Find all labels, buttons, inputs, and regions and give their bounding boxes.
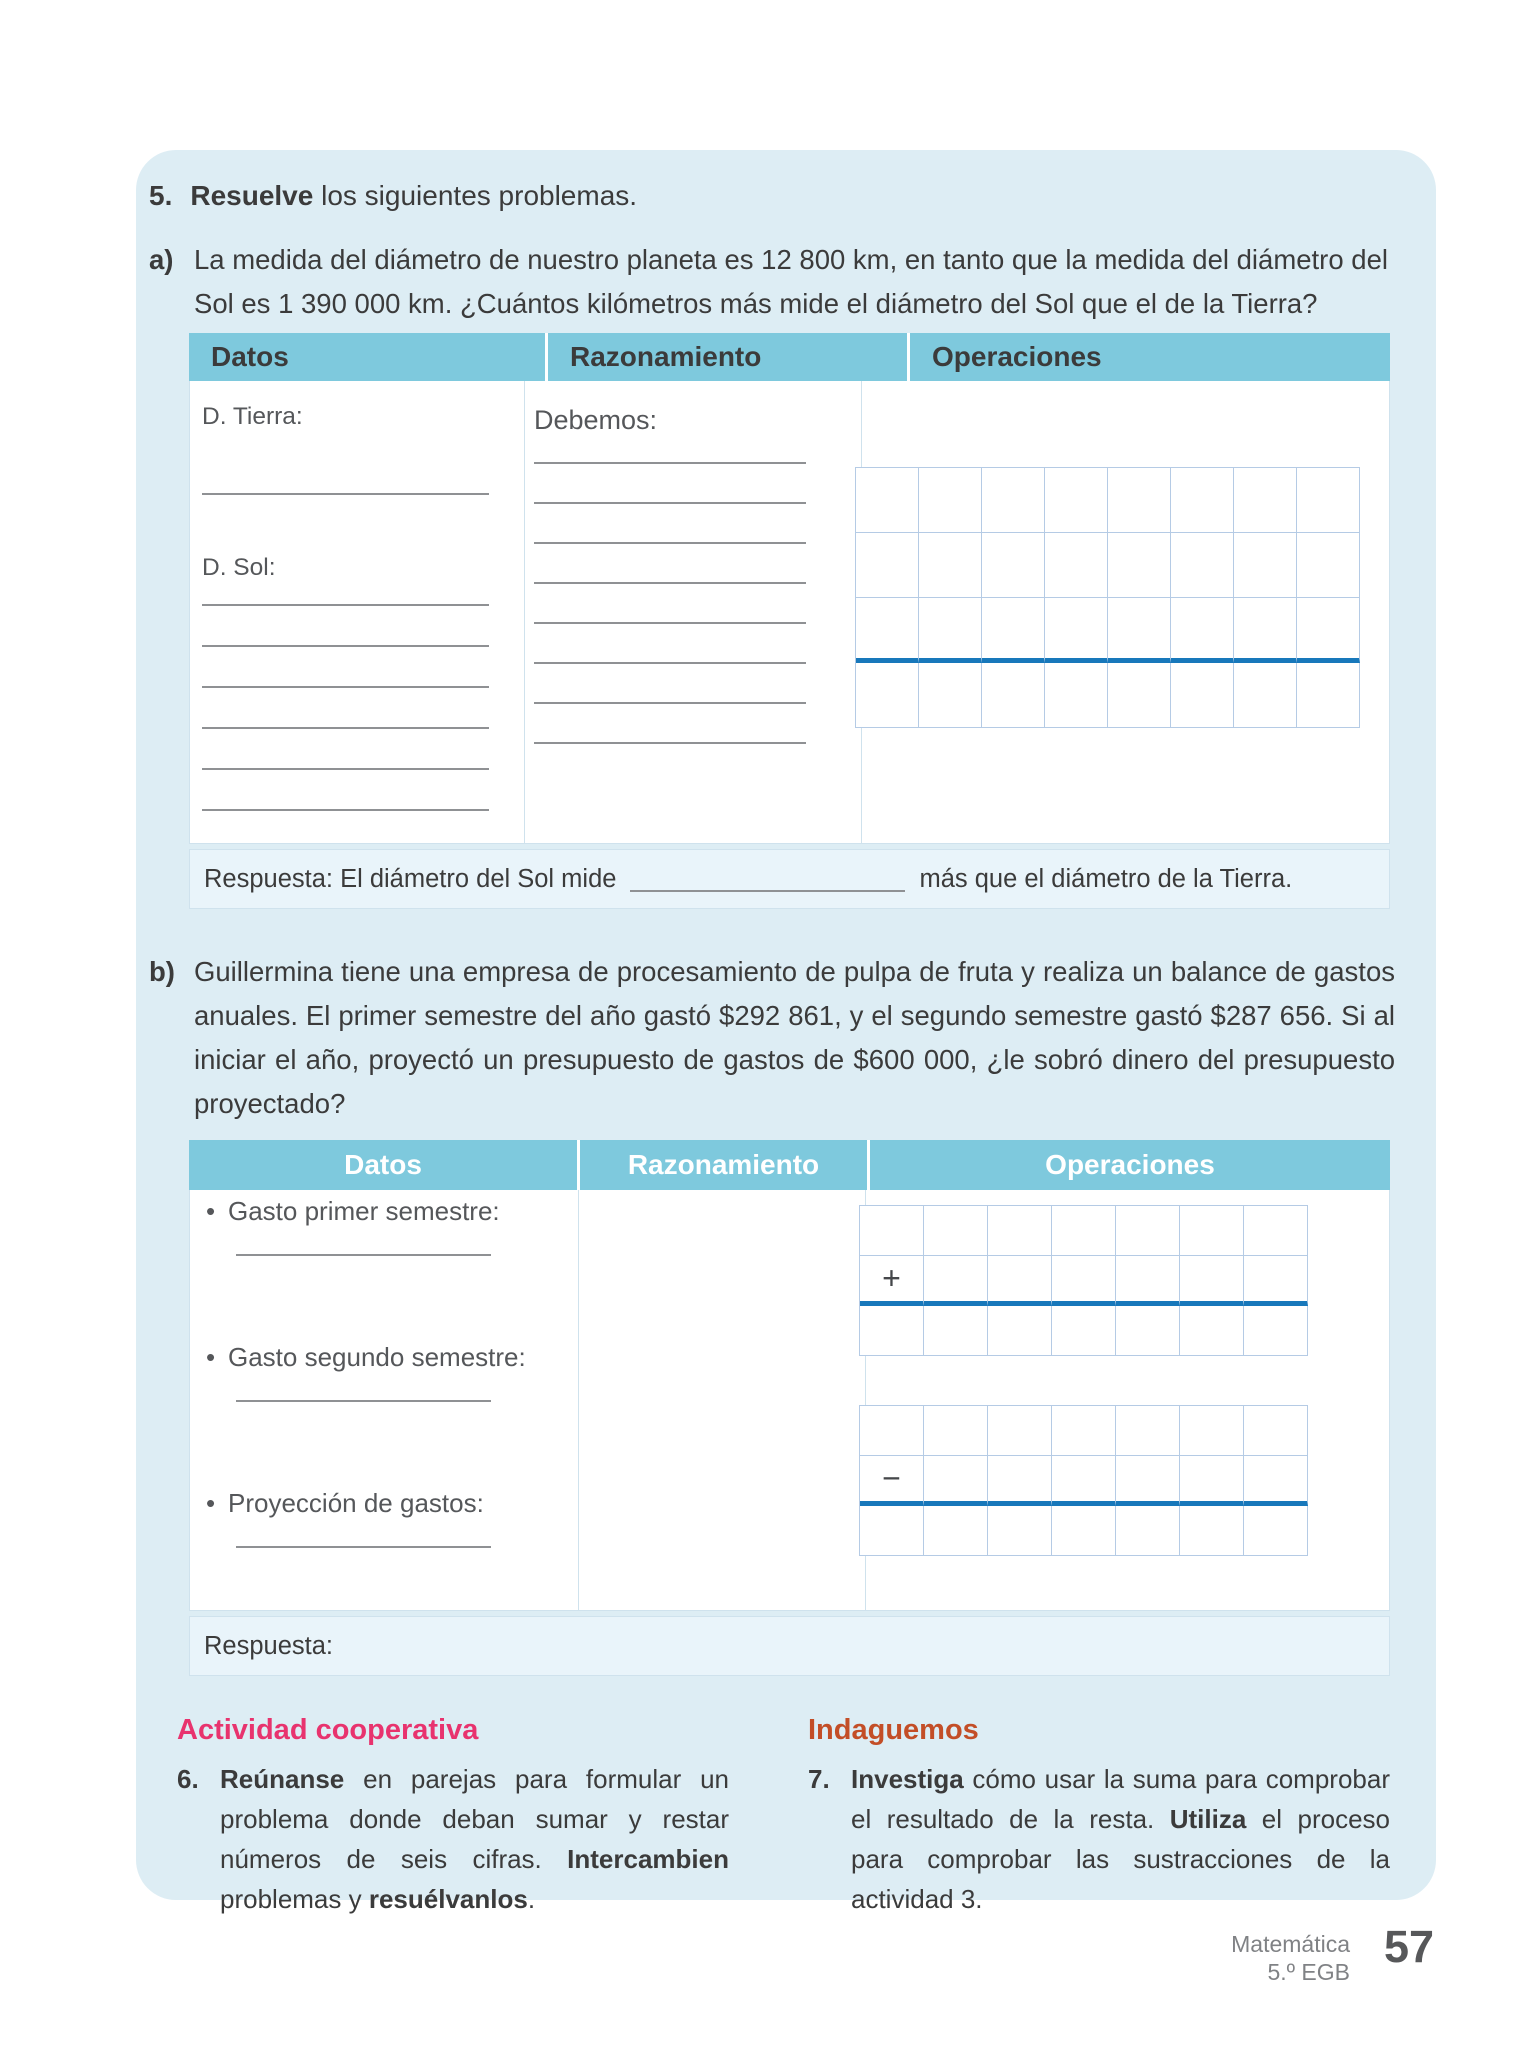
- grid-cell: [1171, 533, 1234, 598]
- table-b-col-datos: [190, 1190, 578, 1610]
- grid-cell: [924, 1456, 988, 1506]
- inquiry-heading: Indaguemos: [808, 1714, 979, 1746]
- grid-cell: [1244, 1206, 1308, 1256]
- grid-cell: [1180, 1256, 1244, 1306]
- solution-table-b: [189, 1140, 1390, 1676]
- bullet-icon: •: [206, 1488, 216, 1518]
- grid-cell: [1180, 1456, 1244, 1506]
- bullet-icon: •: [206, 1196, 216, 1226]
- grid-cell: [856, 663, 919, 728]
- grid-cell: [1244, 1406, 1308, 1456]
- write-line: [534, 662, 806, 664]
- exercise-verb: Resuelve: [190, 180, 314, 211]
- grid-cell: [1116, 1456, 1180, 1506]
- grid-cell: [1052, 1306, 1116, 1356]
- grid-cell: [1045, 533, 1108, 598]
- write-line: [202, 645, 489, 647]
- table-a-respuesta-row: [189, 849, 1390, 909]
- exercise-7-segment: cómo usar la suma para comprobar el resultado de la resta.: [851, 1764, 1390, 1834]
- grid-cell: [1052, 1256, 1116, 1306]
- exercise-5-title: [149, 180, 637, 212]
- datos-label-tierra: D. Tierra:: [202, 403, 303, 430]
- exercise-6-segment: en parejas para formular un problema donde deban sumar y restar números de seis cifras.: [220, 1764, 729, 1874]
- write-line: [534, 502, 806, 504]
- grid-cell: [1180, 1306, 1244, 1356]
- grid-cell: [1234, 468, 1297, 533]
- grid-cell: [1234, 598, 1297, 663]
- solution-table-a: [189, 333, 1390, 909]
- exercise-6-segment: .: [527, 1884, 536, 1914]
- footer-subject: Matemática: [1231, 1931, 1350, 1957]
- grid-cell: [856, 468, 919, 533]
- exercise-7: [808, 1759, 1390, 1919]
- grid-cell: [1297, 663, 1360, 728]
- exercise-6-segment: problemas y: [220, 1884, 369, 1914]
- grid-cell: [1297, 598, 1360, 663]
- grid-cell: [919, 533, 982, 598]
- write-line: [202, 727, 489, 729]
- table-a-header-datos: Datos: [211, 341, 289, 372]
- respuesta-suffix: más que el diámetro de la Tierra.: [919, 864, 1293, 893]
- write-line: [534, 622, 806, 624]
- table-b-header: [189, 1140, 1390, 1190]
- grid-cell: [1171, 598, 1234, 663]
- respuesta-label: Respuesta:: [204, 1631, 333, 1660]
- exercise-6: [177, 1759, 729, 1919]
- grid-cell: [1234, 533, 1297, 598]
- bullet-icon: •: [206, 1342, 216, 1372]
- grid-cell: [1116, 1506, 1180, 1556]
- write-line: [534, 742, 806, 744]
- grid-cell: [1234, 663, 1297, 728]
- write-line: [534, 582, 806, 584]
- table-a-header-razonamiento: Razonamiento: [545, 333, 907, 381]
- grid-cell: [982, 663, 1045, 728]
- grid-cell: [919, 598, 982, 663]
- grid-cell: [988, 1406, 1052, 1456]
- table-a-col-razonamiento: [524, 381, 861, 843]
- write-lines-group: [202, 493, 524, 495]
- write-line: [534, 542, 806, 544]
- grid-cell: [988, 1306, 1052, 1356]
- grid-cell: [856, 533, 919, 598]
- grid-cell: [924, 1406, 988, 1456]
- cooperative-activity-section: [177, 1710, 729, 1919]
- grid-cell: [1171, 663, 1234, 728]
- grid-cell: [988, 1256, 1052, 1306]
- table-a-col-datos: [190, 381, 524, 843]
- grid-cell: [1116, 1206, 1180, 1256]
- write-line: [236, 1400, 491, 1402]
- write-line: [202, 604, 489, 606]
- operations-grid: [855, 467, 1360, 728]
- grid-cell: [1244, 1256, 1308, 1306]
- grid-cell: [856, 598, 919, 663]
- grid-cell: [988, 1456, 1052, 1506]
- exercise-6-bold: Reúnanse: [220, 1764, 345, 1794]
- activity-panel: [136, 150, 1436, 1914]
- operation-sign: +: [860, 1256, 924, 1306]
- grid-cell: [1180, 1506, 1244, 1556]
- grid-cell: [1052, 1206, 1116, 1256]
- grid-cell: [860, 1306, 924, 1356]
- grid-cell: [1108, 468, 1171, 533]
- exercise-6-bold: Intercambien: [567, 1844, 729, 1874]
- table-a-header: [189, 333, 1390, 381]
- grid-cell: [982, 533, 1045, 598]
- grid-cell: [1052, 1406, 1116, 1456]
- grid-cell: [1244, 1456, 1308, 1506]
- exercise-number: 5.: [149, 180, 173, 211]
- grid-cell: [1297, 468, 1360, 533]
- table-a-header-operaciones: Operaciones: [907, 333, 1390, 381]
- subtraction-grid: [859, 1405, 1308, 1556]
- razonamiento-label: Debemos:: [534, 405, 658, 435]
- grid-cell: [1108, 663, 1171, 728]
- grid-cell: [1108, 598, 1171, 663]
- grid-cell: [982, 598, 1045, 663]
- datos-label-sol: D. Sol:: [202, 554, 276, 581]
- exercise-6-number: 6.: [177, 1764, 199, 1794]
- datos-item-label: Gasto segundo semestre:: [228, 1342, 526, 1372]
- datos-item: [206, 1196, 500, 1256]
- grid-cell: [1297, 533, 1360, 598]
- respuesta-blank-line: [630, 866, 905, 892]
- problem-b-label: b): [149, 956, 175, 987]
- datos-item: [206, 1342, 526, 1402]
- exercise-7-bold: Utiliza: [1169, 1804, 1247, 1834]
- footer-grade: 5.º EGB: [1267, 1959, 1350, 1985]
- write-lines-group: [202, 604, 524, 811]
- inquiry-section: [808, 1710, 1390, 1919]
- grid-cell: [982, 468, 1045, 533]
- write-line: [236, 1254, 491, 1256]
- grid-cell: [1052, 1506, 1116, 1556]
- datos-item: [206, 1488, 491, 1548]
- grid-cell: [924, 1206, 988, 1256]
- footer-book-info: [1150, 1930, 1350, 1986]
- write-line: [534, 702, 806, 704]
- exercise-6-bold: resuélvanlos: [368, 1884, 528, 1914]
- respuesta-prefix: Respuesta: El diámetro del Sol mide: [204, 864, 617, 893]
- write-lines-group: [534, 462, 861, 744]
- grid-cell: [1045, 468, 1108, 533]
- grid-cell: [924, 1306, 988, 1356]
- table-b-respuesta-row: [189, 1616, 1390, 1676]
- grid-cell: [1116, 1256, 1180, 1306]
- grid-cell: [860, 1406, 924, 1456]
- write-line: [202, 493, 489, 495]
- grid-cell: [1180, 1406, 1244, 1456]
- grid-cell: [919, 468, 982, 533]
- exercise-7-number: 7.: [808, 1764, 830, 1794]
- table-b-col-razonamiento: [578, 1190, 865, 1610]
- exercise-7-text: [851, 1759, 1390, 1919]
- table-b-header-operaciones: Operaciones: [867, 1140, 1390, 1190]
- grid-cell: [860, 1206, 924, 1256]
- grid-cell: [1171, 468, 1234, 533]
- grid-cell: [1108, 533, 1171, 598]
- cooperative-activity-heading: Actividad cooperativa: [177, 1714, 479, 1746]
- grid-cell: [860, 1506, 924, 1556]
- grid-cell: [1180, 1206, 1244, 1256]
- grid-cell: [1244, 1506, 1308, 1556]
- grid-cell: [1116, 1406, 1180, 1456]
- grid-cell: [924, 1506, 988, 1556]
- exercise-title-rest: los siguientes problemas.: [313, 180, 638, 211]
- page-number: 57: [1384, 1921, 1435, 1972]
- write-line: [202, 686, 489, 688]
- write-line: [202, 768, 489, 770]
- grid-cell: [1052, 1456, 1116, 1506]
- write-line: [534, 462, 806, 464]
- grid-cell: [1045, 598, 1108, 663]
- write-line: [236, 1546, 491, 1548]
- grid-cell: [919, 663, 982, 728]
- grid-cell: [1244, 1306, 1308, 1356]
- grid-cell: [988, 1506, 1052, 1556]
- problem-a-text: La medida del diámetro de nuestro planeta es 12 800 km, en tanto que la medida del diámetro del Sol es 1 390 000 km. ¿Cuántos kilómetros más mide el diámetro del Sol que el de la Tierra?: [194, 244, 1388, 319]
- problem-a: [149, 238, 1395, 326]
- grid-cell: [924, 1256, 988, 1306]
- datos-item-label: Gasto primer semestre:: [228, 1196, 500, 1226]
- problem-b: [149, 950, 1395, 1126]
- exercise-7-bold: Investiga: [851, 1764, 964, 1794]
- operation-sign: −: [860, 1456, 924, 1506]
- addition-grid: [859, 1205, 1308, 1356]
- datos-item-label: Proyección de gastos:: [228, 1488, 484, 1518]
- problem-a-label: a): [149, 244, 174, 275]
- table-b-header-razonamiento: Razonamiento: [577, 1140, 867, 1190]
- exercise-7-segment: el proceso para comprobar las sustracciones de la actividad 3.: [851, 1804, 1390, 1914]
- write-line: [202, 809, 489, 811]
- table-b-header-datos: Datos: [344, 1149, 422, 1180]
- problem-b-text: Guillermina tiene una empresa de procesamiento de pulpa de fruta y realiza un balance de gastos anuales. El primer semestre del año gastó $292 861, y el segundo semestre gastó $287 656. Si al iniciar el año, proyectó un presupuesto de gastos de $600 000, ¿le sobró dinero del presupuesto proyectado?: [194, 956, 1395, 1119]
- grid-cell: [988, 1206, 1052, 1256]
- grid-cell: [1045, 663, 1108, 728]
- exercise-6-text: [220, 1759, 729, 1919]
- grid-cell: [1116, 1306, 1180, 1356]
